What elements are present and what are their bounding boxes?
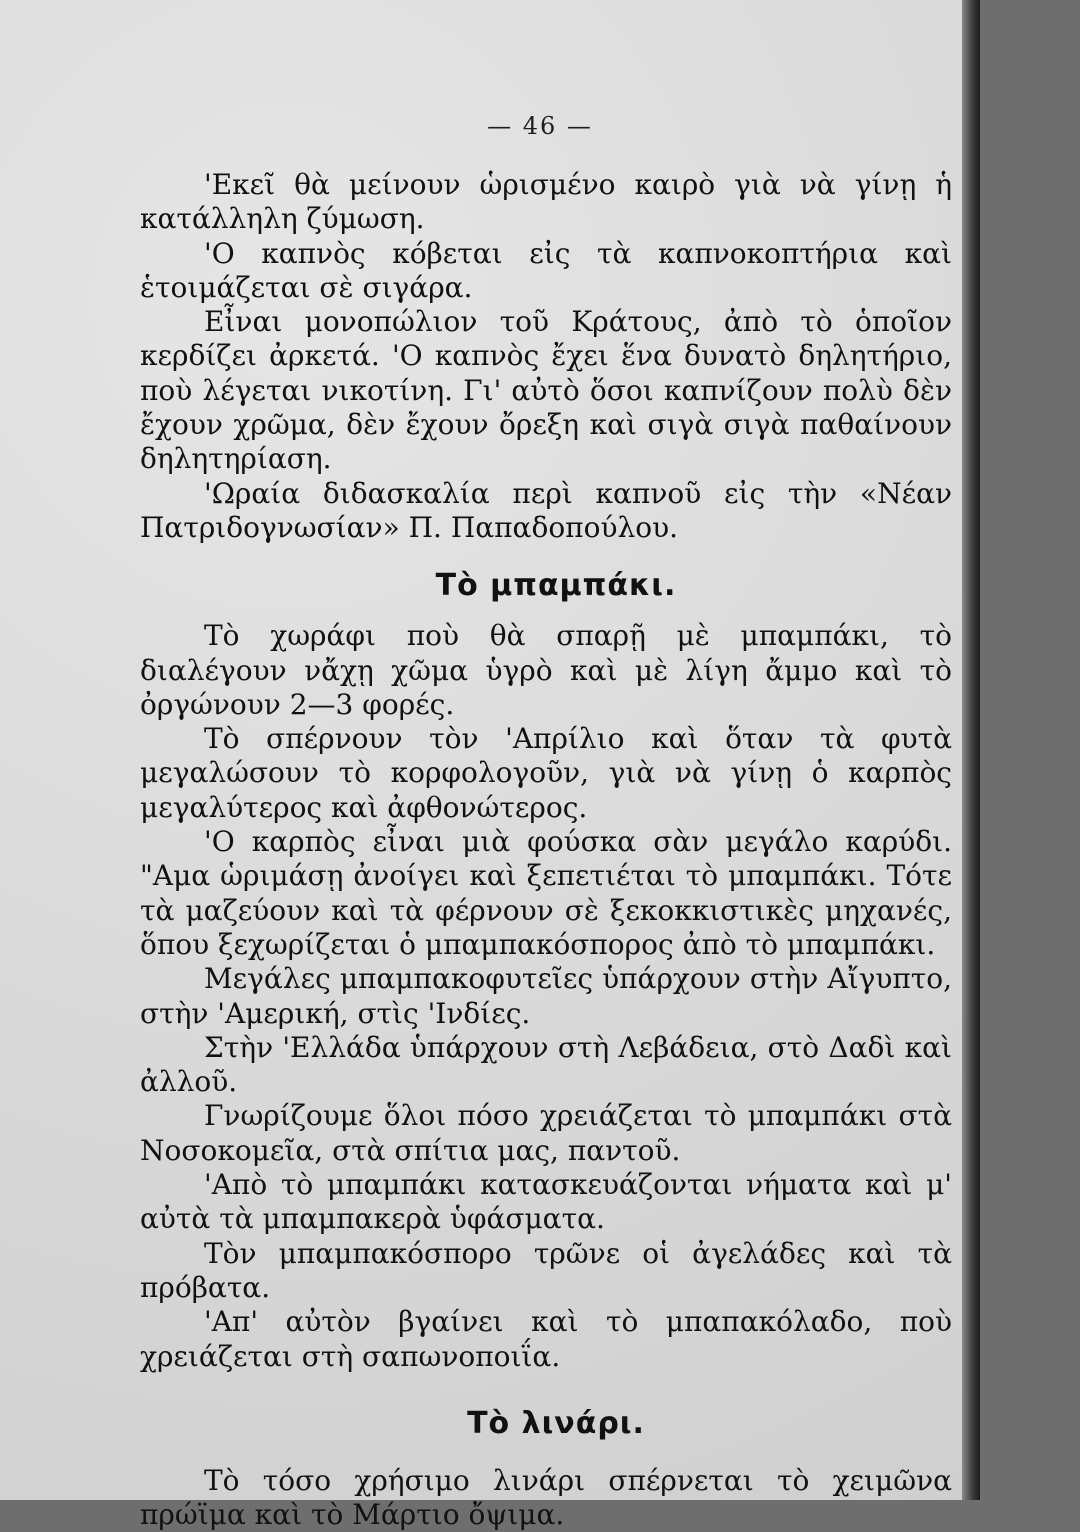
section-heading-cotton: Τὸ μπαμπάκι. bbox=[435, 568, 677, 604]
paragraph: 'Απὸ τὸ μπαμπάκι κατασκευάζονται νήματα καὶ μ' αὐτὰ τὰ μπαμπακερὰ ὑφάσματα. bbox=[140, 1168, 952, 1236]
paragraph: Στὴν 'Ελλάδα ὑπάρχουν στὴ Λεβάδεια, στὸ Δαδὶ καὶ ἀλλοῦ. bbox=[140, 1030, 952, 1099]
page-number: — 46 — bbox=[487, 112, 593, 140]
paragraph: Τὸ σπέρνουν τὸν 'Απρίλιο καὶ ὅταν τὰ φυτὰ μεγαλώσουν τὸ κορφολογοῦν, γιὰ νὰ γίνῃ ὁ καρπὸς μεγαλύτερος καὶ ἀφθονώτερος. bbox=[140, 722, 952, 824]
paragraph: 'Ωραία διδασκαλία περὶ καπνοῦ εἰς τὴν «Νέαν Πατριδογνωσίαν» Π. Παπαδοπούλου. bbox=[140, 476, 952, 544]
paragraph: Τὸ τόσο χρήσιμο λινάρι σπέρνεται τὸ χειμῶνα πρώϊμα καὶ τὸ Μάρτιο ὄψιμα. bbox=[140, 1463, 952, 1532]
paragraph: 'Ο καπνὸς κόβεται εἰς τὰ καπνοκοπτήρια καὶ ἑτοιμάζεται σὲ σιγάρα. bbox=[140, 236, 952, 304]
paragraph: Τὸν μπαμπακόσπορο τρῶνε οἱ ἀγελάδες καὶ τὰ πρόβατα. bbox=[140, 1236, 952, 1304]
paragraph: 'Εκεῖ θὰ μείνουν ὡρισμένο καιρὸ γιὰ νὰ γίνῃ ἡ κατάλληλη ζύμωση. bbox=[140, 168, 952, 236]
paragraph: 'Απ' αὐτὸν βγαίνει καὶ τὸ μπαπακόλαδο, ποὺ χρειάζεται στὴ σαπωνοποιΐα. bbox=[140, 1305, 952, 1373]
page-body bbox=[140, 168, 952, 1532]
paragraph: Τὸ χωράφι ποὺ θὰ σπαρῇ μὲ μπαμπάκι, τὸ διαλέγουν νἄχῃ χῶμα ὑγρὸ καὶ μὲ λίγη ἄμμο καὶ τὸ ὀργώνουν 2—3 φορές. bbox=[140, 619, 952, 721]
paragraph: Μεγάλες μπαμπακοφυτεῖες ὑπάρχουν στὴν Αἴγυπτο, στὴν 'Αμερική, στὶς 'Ινδίες. bbox=[140, 962, 952, 1030]
paragraph: 'Ο καρπὸς εἶναι μιὰ φούσκα σὰν μεγάλο καρύδι. "Αμα ὡριμάσῃ ἀνοίγει καὶ ξεπετιέται τὸ μπαμπάκι. Τότε τὰ μαζεύουν καὶ τὰ φέρνουν σὲ ξεκοκκιστικὲς μηχανές, ὅπου ξεχωρίζεται ὁ μπαμπακόσπορος ἀπὸ τὸ μπαμπάκι. bbox=[140, 825, 952, 961]
page-binding-edge bbox=[962, 0, 980, 1500]
section-heading-flax: Τὸ λινάρι. bbox=[467, 1405, 645, 1441]
paragraph: Γνωρίζουμε ὅλοι πόσο χρειάζεται τὸ μπαμπάκι στὰ Νοσοκομεῖα, στὰ σπίτια μας, παντοῦ. bbox=[140, 1099, 952, 1167]
paragraph: Εἶναι μονοπώλιον τοῦ Κράτους, ἀπὸ τὸ ὁποῖον κερδίζει ἀρκετά. 'Ο καπνὸς ἔχει ἕνα δυνατὸ δηλητήριο, ποὺ λέγεται νικοτίνη. Γι' αὐτὸ ὅσοι καπνίζουν πολὺ δὲν ἔχουν χρῶμα, δὲν ἔχουν ὄρεξη καὶ σιγὰ σιγὰ παθαίνουν δηλητηρίαση. bbox=[140, 305, 952, 476]
